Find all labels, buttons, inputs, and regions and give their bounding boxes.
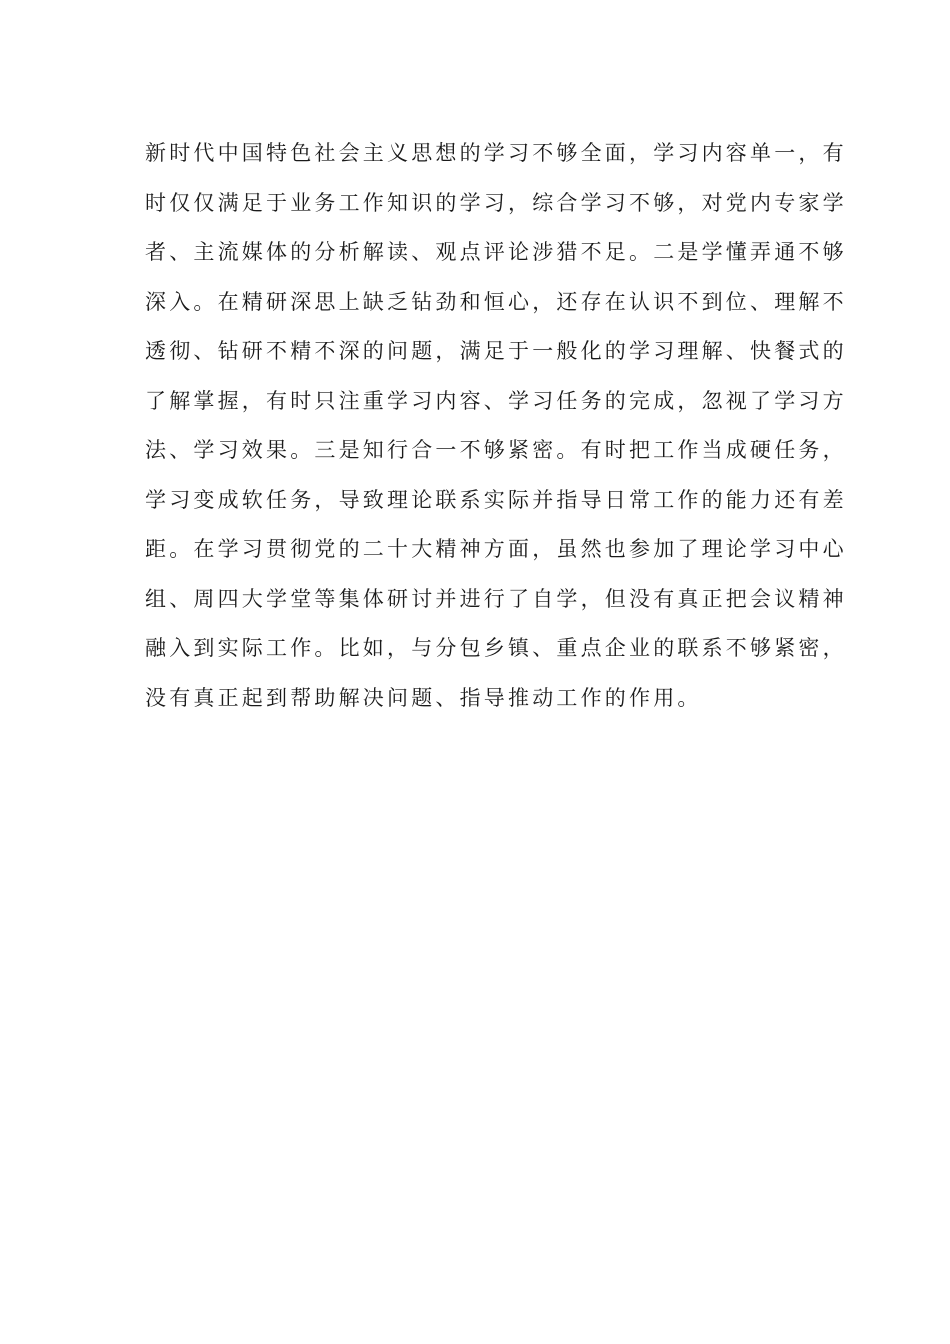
text-line: 时仅仅满足于业务工作知识的学习，综合学习不够，对党内专家学 (145, 190, 847, 215)
text-line: 新时代中国特色社会主义思想的学习不够全面，学习内容单一，有 (145, 141, 847, 165)
text-line: 者、主流媒体的分析解读、观点评论涉猎不足。二是学懂弄通不够 (145, 240, 847, 264)
text-line: 组、周四大学堂等集体研讨并进行了自学，但没有真正把会议精神 (145, 586, 847, 611)
text-line: 学习变成软任务，导致理论联系实际并指导日常工作的能力还有差 (145, 487, 847, 512)
text-line: 法、学习效果。三是知行合一不够紧密。有时把工作当成硬任务， (145, 438, 847, 462)
text-line: 融入到实际工作。比如，与分包乡镇、重点企业的联系不够紧密， (145, 636, 847, 660)
text-line: 距。在学习贯彻党的二十大精神方面，虽然也参加了理论学习中心 (145, 537, 847, 561)
text-line: 深入。在精研深思上缺乏钻劲和恒心，还存在认识不到位、理解不 (145, 289, 847, 314)
body-paragraph (145, 132, 847, 726)
text-line: 了解掌握，有时只注重学习内容、学习任务的完成，忽视了学习方 (145, 388, 847, 413)
text-line: 没有真正起到帮助解决问题、指导推动工作的作用。 (145, 685, 702, 710)
text-line: 透彻、钻研不精不深的问题，满足于一般化的学习理解、快餐式的 (145, 339, 847, 363)
